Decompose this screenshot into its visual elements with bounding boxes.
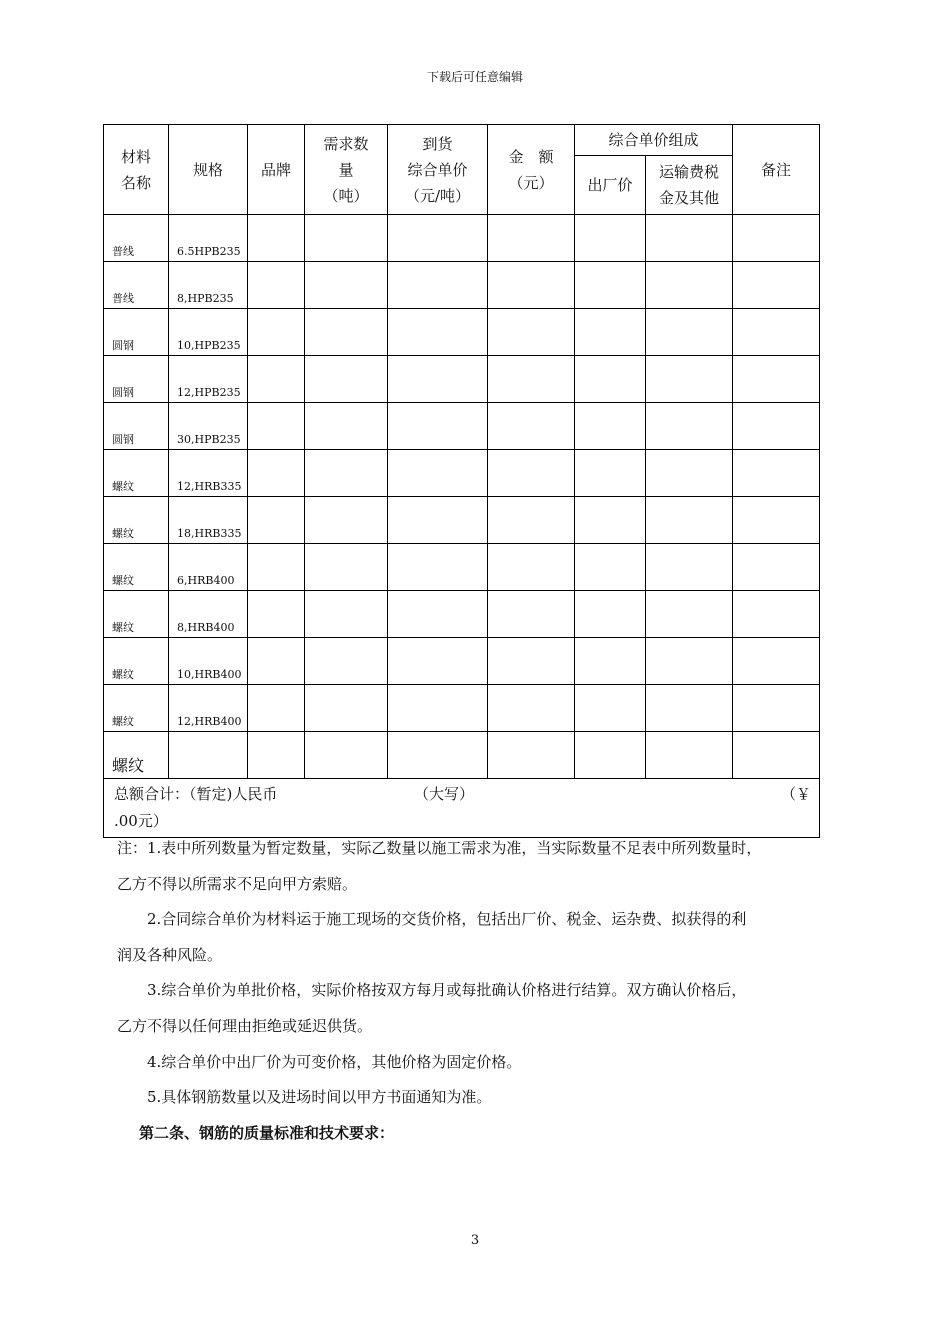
spec-cell: 10,HPB235 (169, 309, 248, 356)
header-brand: 品牌 (248, 125, 305, 215)
spec-cell: 12,HRB335 (169, 450, 248, 497)
table-row (104, 450, 820, 497)
material-name-cell: 普线 (104, 262, 169, 309)
table-row (104, 403, 820, 450)
material-name-cell: 螺纹 (104, 544, 169, 591)
table-row (104, 262, 820, 309)
material-name-cell: 普线 (104, 215, 169, 262)
header-amount: 金 额 （元） (488, 125, 575, 215)
material-name-cell: 圆钢 (104, 403, 169, 450)
page-number: 3 (470, 1233, 480, 1248)
note-line: 润及各种风险。 (117, 945, 223, 964)
table-row (104, 309, 820, 356)
material-name-cell: 螺纹 (104, 732, 169, 779)
header-material-name: 材料 名称 (104, 125, 169, 215)
material-name-cell: 螺纹 (104, 685, 169, 732)
steel-price-table (103, 124, 820, 838)
table-row (104, 685, 820, 732)
spec-cell: 10,HRB400 (169, 638, 248, 685)
header-remark: 备注 (733, 125, 820, 215)
note-line: 乙方不得以任何理由拒绝或延迟供货。 (117, 1016, 373, 1035)
section-heading: 第二条、钢筋的质量标准和技术要求： (139, 1123, 395, 1142)
spec-cell: 12,HRB400 (169, 685, 248, 732)
material-name-cell: 圆钢 (104, 309, 169, 356)
header-spec: 规格 (169, 125, 248, 215)
header-factory-price: 出厂价 (575, 156, 646, 215)
total-row (104, 779, 820, 838)
total-yen: （￥ (781, 785, 812, 803)
table-row (104, 638, 820, 685)
spec-cell: 8,HPB235 (169, 262, 248, 309)
material-name-cell: 螺纹 (104, 638, 169, 685)
note-line: 乙方不得以所需求不足向甲方索赔。 (117, 874, 358, 893)
spec-cell: 6.5HPB235 (169, 215, 248, 262)
notes (117, 831, 827, 1151)
spec-cell (169, 732, 248, 779)
total-label: 总额合计：（暂定)人民币 (114, 785, 278, 803)
material-name-cell: 螺纹 (104, 591, 169, 638)
note-line: 4.综合单价中出厂价为可变价格，其他价格为固定价格。 (147, 1052, 522, 1071)
spec-cell: 6,HRB400 (169, 544, 248, 591)
table-row (104, 215, 820, 262)
total-capital: （大写） (414, 785, 475, 803)
note-line: 5.具体钢筋数量以及进场时间以甲方书面通知为准。 (147, 1088, 492, 1107)
note-line: 注：1.表中所列数量为暂定数量，实际乙数量以施工需求为准，当实际数量不足表中所列数量时， (117, 839, 762, 857)
header-quantity: 需求数 量 （吨） (305, 125, 388, 215)
table-row (104, 732, 820, 779)
material-name-cell: 螺纹 (104, 450, 169, 497)
header-unit-price: 到货 综合单价 （元/吨） (388, 125, 488, 215)
spec-cell: 8,HRB400 (169, 591, 248, 638)
header-note: 下载后可任意编辑 (426, 70, 523, 84)
total-cell (104, 779, 820, 838)
total-amount: .00元） (114, 812, 168, 830)
header-transport: 运输费税 金及其他 (646, 156, 733, 215)
material-name-cell: 螺纹 (104, 497, 169, 544)
table-row (104, 497, 820, 544)
spec-cell: 12,HPB235 (169, 356, 248, 403)
note-line: 2.合同综合单价为材料运于施工现场的交货价格，包括出厂价、税金、运杂费、拟获得的利 (147, 910, 747, 929)
spec-cell: 30,HPB235 (169, 403, 248, 450)
note-line: 3.综合单价为单批价格，实际价格按双方每月或每批确认价格进行结算。双方确认价格后， (147, 981, 747, 1000)
table-row (104, 544, 820, 591)
header-composition: 综合单价组成 (575, 125, 733, 156)
table-row (104, 356, 820, 403)
table-row (104, 591, 820, 638)
spec-cell: 18,HRB335 (169, 497, 248, 544)
material-name-cell: 圆钢 (104, 356, 169, 403)
